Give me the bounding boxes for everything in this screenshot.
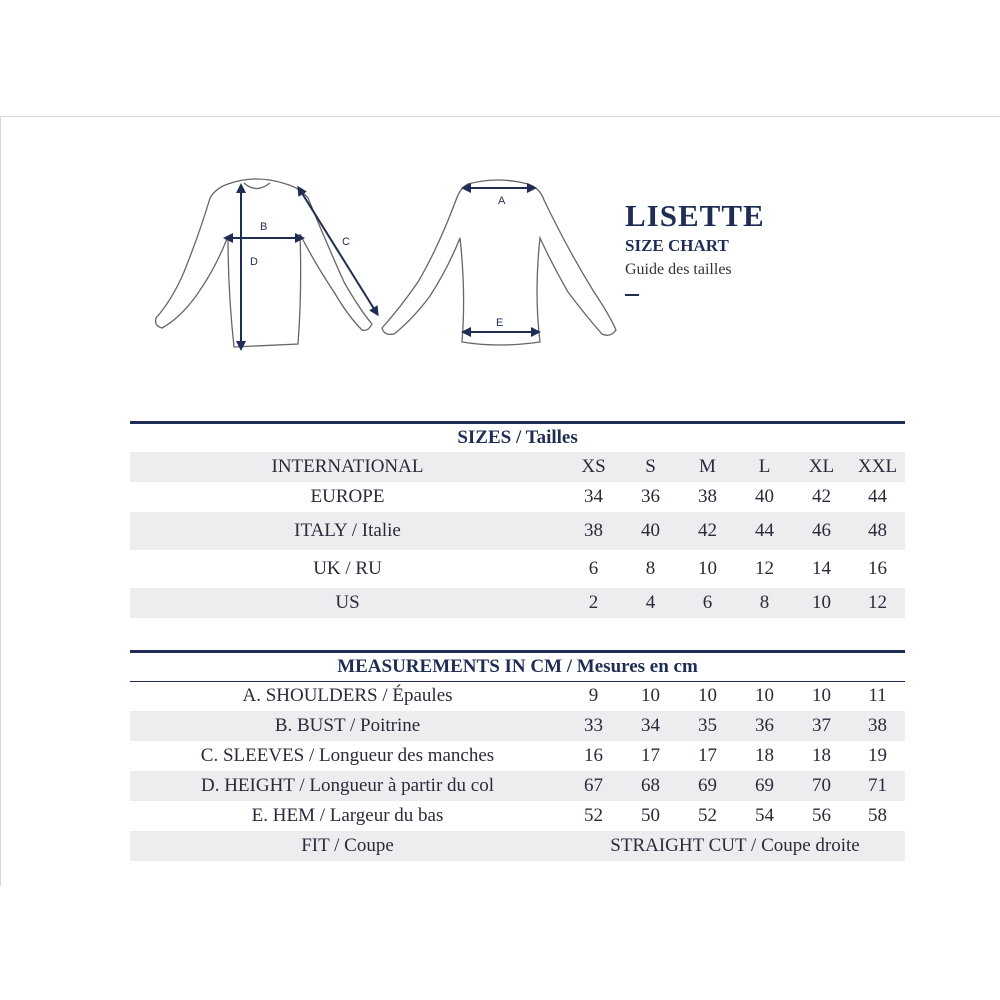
table-cell: 69 (679, 771, 736, 801)
fit-label: FIT / Coupe (130, 831, 565, 861)
size-chart-heading: SIZE CHART (625, 236, 729, 255)
table-cell: 17 (698, 745, 717, 766)
table-cell: M (679, 452, 736, 482)
table-cell: 18 (812, 745, 831, 766)
row-label: D. HEIGHT / Longueur à partir du col (130, 771, 565, 801)
table-cell: 10 (755, 685, 774, 706)
table-row (130, 482, 905, 512)
brand-title: LISETTE (625, 198, 765, 233)
fit-value: STRAIGHT CUT / Coupe droite (565, 831, 905, 861)
fit-row (130, 831, 905, 861)
table-row (130, 550, 905, 588)
table-cell: 19 (868, 745, 888, 766)
table-cell: 33 (565, 711, 622, 741)
row-label: ITALY / Italie (130, 512, 565, 550)
table-cell: 40 (755, 486, 774, 507)
table-cell: 44 (736, 512, 793, 550)
table-cell: 50 (641, 805, 660, 826)
table-row (130, 801, 905, 831)
table-cell: 40 (622, 512, 679, 550)
table-row (130, 681, 905, 711)
table-cell: 36 (641, 486, 660, 507)
table-cell: 9 (588, 685, 599, 706)
row-label: B. BUST / Poitrine (130, 711, 565, 741)
table-cell: 16 (868, 558, 888, 579)
table-cell: 8 (736, 588, 793, 618)
row-label: INTERNATIONAL (130, 452, 565, 482)
table-cell: 67 (565, 771, 622, 801)
table-row (130, 512, 905, 550)
table-cell: 10 (698, 558, 717, 579)
table-cell: 38 (850, 711, 905, 741)
title-block (625, 198, 765, 296)
table-cell: 34 (584, 486, 603, 507)
table-cell: 68 (622, 771, 679, 801)
table-cell: 18 (755, 745, 774, 766)
size-guide-subheading: Guide des tailles (625, 261, 732, 278)
table-cell: 71 (850, 771, 905, 801)
row-label: US (130, 588, 565, 618)
label-d: D (250, 256, 258, 268)
table-cell: S (622, 452, 679, 482)
table-cell: 12 (850, 588, 905, 618)
table-row (130, 771, 905, 801)
row-label: EUROPE (310, 486, 385, 507)
table-cell: 34 (622, 711, 679, 741)
front-view-drawing (156, 179, 372, 347)
table-cell: 6 (588, 558, 599, 579)
table-cell: 10 (812, 685, 831, 706)
table-cell: 4 (622, 588, 679, 618)
table-row (130, 588, 905, 618)
table-cell: L (736, 452, 793, 482)
table-row (130, 711, 905, 741)
table-cell: 38 (565, 512, 622, 550)
table-cell: 10 (698, 685, 717, 706)
table-cell: 70 (793, 771, 850, 801)
table-cell: 38 (698, 486, 717, 507)
sizes-header: SIZES / Tailles (457, 427, 578, 448)
table-cell: XL (793, 452, 850, 482)
table-cell: 56 (812, 805, 831, 826)
measurements-table (130, 653, 905, 861)
label-b: B (260, 221, 268, 233)
table-row (130, 741, 905, 771)
table-cell: 6 (679, 588, 736, 618)
row-label: A. SHOULDERS / Épaules (242, 685, 453, 706)
table-cell: XS (565, 452, 622, 482)
table-cell: 52 (584, 805, 603, 826)
table-cell: 17 (641, 745, 660, 766)
table-cell: 12 (755, 558, 774, 579)
table-row (130, 452, 905, 482)
sizes-table (130, 424, 905, 618)
title-dash (625, 294, 639, 296)
table-cell: 36 (736, 711, 793, 741)
table-cell: 44 (868, 486, 888, 507)
table-cell: 10 (793, 588, 850, 618)
table-cell: 35 (679, 711, 736, 741)
table-cell: 52 (698, 805, 717, 826)
table-cell: 14 (812, 558, 831, 579)
label-a: A (498, 195, 506, 207)
label-c: C (342, 236, 350, 248)
garment-diagram (148, 172, 628, 357)
measurements-header: MEASUREMENTS IN CM / Mesures en cm (337, 656, 698, 677)
table-cell: 2 (565, 588, 622, 618)
table-cell: 42 (812, 486, 831, 507)
table-cell: 16 (584, 745, 603, 766)
table-cell: 69 (736, 771, 793, 801)
table-cell: 11 (868, 685, 887, 706)
label-e: E (496, 317, 504, 329)
table-cell: 48 (850, 512, 905, 550)
table-cell: 54 (755, 805, 774, 826)
row-label: C. SLEEVES / Longueur des manches (200, 745, 495, 766)
table-cell: 37 (793, 711, 850, 741)
table-cell: 42 (679, 512, 736, 550)
table-cell: XXL (850, 452, 905, 482)
row-label: E. HEM / Largeur du bas (251, 805, 444, 826)
table-cell: 8 (645, 558, 656, 579)
table-cell: 46 (793, 512, 850, 550)
row-label: UK / RU (313, 558, 382, 579)
table-cell: 58 (868, 805, 888, 826)
measure-line-c (300, 190, 376, 312)
table-cell: 10 (641, 685, 660, 706)
